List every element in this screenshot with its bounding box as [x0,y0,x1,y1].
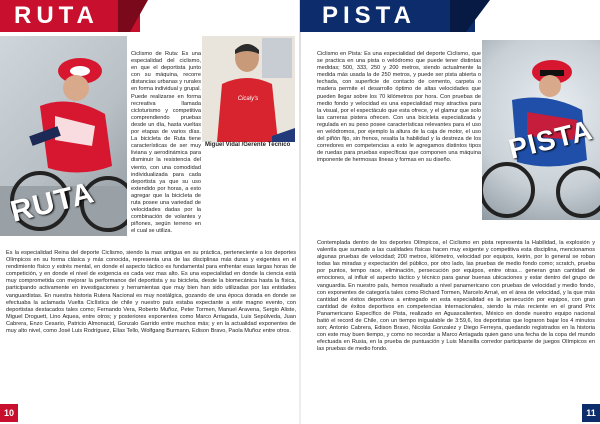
road-cyclist-photo [0,36,127,236]
shirt-text: Cicaly's [237,96,259,102]
pista-title: PISTA [322,2,416,29]
staff-portrait-photo [202,36,295,142]
staff-portrait-illustration [202,36,295,142]
track-cyclist-photo [482,40,600,220]
page-number-left: 10 [0,404,18,422]
pista-intro-text: Ciclismo en Pista: Es una especialidad del deporte Ciclismo, que se practica en una pista o velódromo que puede tener distintas medidas; 500, 333, 250 y 200 metros, siendo actualmente la medida más usada la de 250 metros, y puede ser pista abierta o techada, con superficie de contacto de cemento, carpeta o madera permite el desarrollo óptimo de altas velocidades que pueden llegar sobre los 70 kilómetros por hora. Con pruebas de medio fondo y velocidad es una especialidad muy atractiva para la visual, por el espectáculo que esta ofrece, y el glamur que solo las carreras pistera ofrecen. Con una bicicleta especializada y regulada en su peso posee características relevantes para el uso en velódromos, por ejemplo la altura de la caja de motor, el uso del piñón fijo, sin frenos, resalta la habilidad y la destreza de los corredores en competencias a esto le agregamos distintos tipos de ruedas para pruebas específicas que componen una máquina imponente de hermosas líneas y formas en su diseño. [317,51,481,164]
ruta-main-text: Es la especialidad Reina del deporte Ciclismo, siendo la mas antigua en su práctica, perteneciente a los deportes Olímpicos en su forma clásica y más conocida, representa una de las disciplinas más duras y exigentes en el rendimiento físico y estrés mental, en donde el aspecto táctico es fundamental para enfrentar esas largas horas de competición, y en donde el nivel de exigencia es cada vez mas alto. Es una especialidad en donde la ciencia está muy comprometida con mejorar la performance del deportista y su bicicleta, desde la biomecánica hasta la física, participando activamente en investigaciones y herramientas que muy bien han sido utilizadas por las entidades vanguardistas. En nuestra historia Rutera Nacional es muy nostálgica, gozando de una época dorada en donde se efectuaba la aclamada Vuelta Ciclística de chile y nuestro país estaba expectante a este magno evento, con deportistas destacados tales como; Fernando Vera, Roberto Muñoz, Peter Tormen, Manuel Aravena, Sergio Aliste, Miguel Droguett, Lino Aquea, entre otros; y posteriores exponentes como Marco Arriagada, Luis Sepúlveda, Juan Cabrera, Enzo Cesario, Patricio Almonacid, Gonzalo Garrido entre muchos más; y en la actualidad exponentes de muy alto nivel, como José Luis Rodríguez, Elías Tello, Wolfgang Burmann, Edison Bravo, Paola Muñoz entre otros. [6,250,296,335]
staff-caption: Miguel Vidal /Gerente Técnico [205,142,291,148]
ruta-title: RUTA [14,2,99,29]
page-number-right: 11 [582,404,600,422]
right-page [300,0,600,424]
pista-main-text: Contemplada dentro de los deportes Olímpicos, el Ciclismo en pista representa la Habilidad, la explosión y valentía que sumado a las cualidades físicas hacen muy exigente y competitiva esta disciplina, mencionamos algunas pruebas de velocidad; 200 metros, kilómetro, velocidad por equipos, keirin, por lo general se roban todas las miradas y expectación del público, por otro lado, las pruebas de medio fondo como; scratch, prueba por puntos, tempo race, eliminación, persecución por equipos, entre otras... generan gran cantidad de emociones, al influir el aspecto táctico y técnico para ganar buenas ubicaciones y estar dentro del grupo de vanguardia. En nuestro país, hemos resaltado a nivel panamericano con pruebas de velocidad y medio fondo, con exponentes de categoría tales como Richard Tormen, Marcelo Arrué, en el área de velocidad, y la que más cantidad de éxitos deportivos a entregado en esta especialidad es la persecución por equipos, con gran cantidad de éxitos deportivos en competencias internacionales, siendo la más reciente en el grand Prix Panamericano Específico de Pista, realizado en Aguascalientes, México en donde nuestro equipo nacional batió el record de Chile, con un tiempo inigualable de 3:59,6, los deportistas que lograron bajar los 4 minutos son; Antonio Cabrera, Edison Bravo, Nicolás Gonzalez y Diego Ferreyra, quedando registrados en la historia con este muy buen tiempo, y como no recordar a Marco Arriagada quien gano una fecha de la copa del mundo efectuada en Rusia, en la prueba de puntuación y Luis Mansilla corredor participante de juegos Olímpicos en las pruebas de medio fondo. [317,240,595,353]
pista-photo-label: PISTA [505,114,596,165]
ruta-intro-text: Ciclismo de Ruta: Es una especialidad del ciclismo, en que el deportista junto con su máquina, recorre distancias urbanas y rurales en forma individual y grupal. Puede realizarse en forma recreativa llamada cicloturismo y competitiva comprendiendo pruebas desde un día, hasta vueltas por etapas de varios días. La bicicleta de Ruta tiene características de ser muy liviana y aerodinámica para disminuir la resistencia del viento, con una comodidad individualizada para cada deportista ya que su uso extendido por horas, a esto agregar que la bicicleta de ruta posee una variedad de velocidades dadas por la combinación de volantes y piñones, según terreno en el cual se utiliza. [131,51,201,235]
ruta-photo-label: RUTA [7,176,98,229]
